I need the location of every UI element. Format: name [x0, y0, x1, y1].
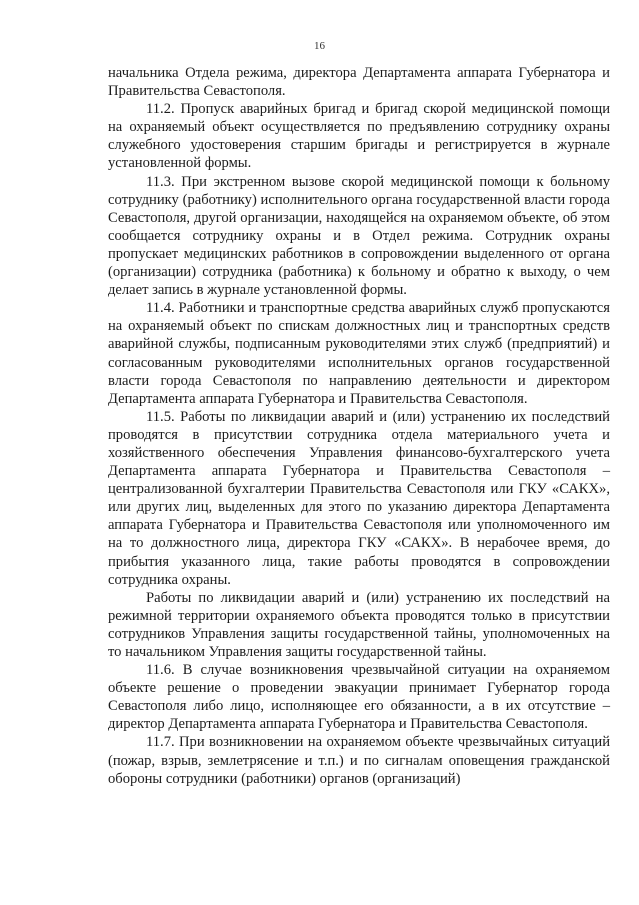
- paragraph-11-6: 11.6. В случае возникновения чрезвычайной ситуации на охраняемом объекте решение о проведении эвакуации принимает Губернатор города Севастополя либо лицо, исполняющее его обязанности, а в их отсутствие – директор Департамента аппарата Губернатора и Правительства Севастополя.: [108, 662, 610, 733]
- paragraph-11-5: 11.5. Работы по ликвидации аварий и (или) устранению их последствий проводятся в присутствии сотрудника отдела материального учета и хозяйственного обеспечения Управления финансово-бухгалтерского учета Департамента аппарата Губернатора и Правительства Севастополя – централизованной бухгалтерии Правительства Севастополя или ГКУ «САКХ», или других лиц, выделенных для этого по указанию директора Департамента аппарата Губернатора и Правительства Севастополя или уполномоченного им на то должностного лица, директора ГКУ «САКХ». В нерабочее время, до прибытия указанного лица, такие работы проводятся в сопровождении сотрудника охраны.: [108, 408, 610, 588]
- document-body: [108, 64, 610, 788]
- paragraph-continuation: начальника Отдела режима, директора Департамента аппарата Губернатора и Правительства Севастополя.: [108, 65, 610, 100]
- paragraph-11-5-restricted-area: Работы по ликвидации аварий и (или) устранению их последствий на режимной территории охраняемого объекта проводятся только в присутствии сотрудников Управления защиты государственной тайны, уполномоченных на то начальником Управления защиты государственной тайны.: [108, 589, 610, 660]
- paragraph-11-3: 11.3. При экстренном вызове скорой медицинской помощи к больному сотруднику (работнику) исполнительного органа государственной власти города Севастополя, другой организации, находящейся на охраняемом объекте, об этом сообщается сотруднику охраны и в Отдел режима. Сотрудник охраны пропускает медицинских работников в сопровождении выделенного от органа (организации) сотрудника (работника) к больному и обратно к выходу, о чем делает запись в журнале установленной формы.: [108, 173, 610, 299]
- paragraph-11-2: 11.2. Пропуск аварийных бригад и бригад скорой медицинской помощи на охраняемый объект осуществляется по предъявлению сотруднику охраны служебного удостоверения старшим бригады и регистрируется в журнале установленной формы.: [108, 101, 610, 172]
- paragraph-11-7: 11.7. При возникновении на охраняемом объекте чрезвычайных ситуаций (пожар, взрыв, землетрясение и т.п.) и по сигналам оповещения гражданской обороны сотрудники (работники) органов (организаций): [108, 734, 610, 787]
- page-number: 16: [314, 40, 325, 52]
- paragraph-11-4: 11.4. Работники и транспортные средства аварийных служб пропускаются на охраняемый объект по спискам должностных лиц и транспортных средств аварийной службы, подписанным руководителями этих служб (предприятий) и согласованным руководителями исполнительных органов государственной власти города Севастополя по направлению деятельности и директором Департамента аппарата Губернатора и Правительства Севастополя.: [108, 300, 610, 407]
